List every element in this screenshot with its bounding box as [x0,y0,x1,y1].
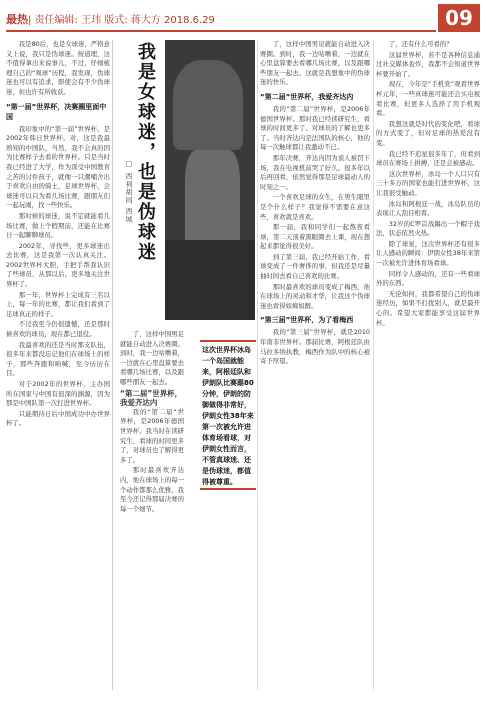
paragraph: 同样令人感动的，还有一些看球外的东西。 [376,269,480,288]
section-heading: “第二届”世界杯，我爱齐达内 [120,388,183,408]
section-heading: “第三届”世界杯，为了看梅西 [260,316,354,325]
paragraph: 那年决赛，齐达内因为顶人被罚下场，我在电视机前哭了好久。很多年以后再回看，依然觉得那是足球最动人的时刻之一。 [260,153,370,191]
paragraph: 这次世界杯，冰岛一个人口只有三十多万的国家也能打进世界杯，这让我很受触动。 [376,169,480,197]
article-column-3 [260,40,370,696]
paragraph: 我印象中的“第一届”世界杯，是2002年韩日世界杯。对，这是我最熟知的中国队，当然，我不会真的因为比赛样子去看的世界杯。只是当时我已经进了大学，作为深受中国教育之苦的讨件孩子，就像一只潮哺舍出于喜欢自由的骑士，足球世界杯，会球迷可以只为看几场比赛，跟朋友们一起玩闹，找一些快乐。 [6,124,110,210]
paragraph: 我已经不追星很多年了，但看到球员在赛场上拼搏，还是会被感动。 [376,149,480,168]
paragraph: 了，这样中国男足就能自动进入决赛圈。到时，我一边咕噜着，一边就在心里盘算要去看哪几场比赛，以及跟哪些朋友一起去。 [120,330,184,386]
paragraph: 那一届，我和同学们一起熬夜看球，第二天顶着黑眼圈去上课，现在想起来都觉得很美好。 [260,223,370,251]
article-title: 我是女球迷，也是伪球迷 [135,42,156,262]
paragraph: 我的“第二届”世界杯，是2006年德国世界杯。那时我已经读研究生，看球的时间更多了，对球员的了解也更多了。当时齐达内是法国队的核心，他的每一次触球都让我激动不已。 [260,104,370,152]
paragraph: 到了第三届，我已经开始工作，看球变成了一件奢侈的事，但我还是尽量抽时间去看自己喜欢的比赛。 [260,252,370,281]
paragraph: 不过我至今仍很遗憾，还是那时候喜欢的球员，现在都已退役。 [6,320,110,339]
article-column-1 [6,40,110,696]
paragraph: 那时最喜欢齐达内，他在球场上的每一个动作都那么优雅，我至今还记得那届决赛的每一个细节。 [120,466,184,513]
section-heading: “第二届”世界杯，我爱齐达内 [260,92,354,101]
masthead [6,11,215,27]
section-label: 最热 [6,13,28,26]
paragraph: 那时候的球迷，说不定就能看几场比赛，做上个假期前，还能在比赛日一起聊聊球员。 [6,211,110,240]
article-column-2 [120,330,184,690]
pull-quote: 这次世界杯冰岛一个岛国就能来，阿根廷队和伊朗队比赛踢80分钟，伊朗的防御做得非常好，伊朗女性38年来第一次被允许进体育场看球，对伊朗女性而言，不管真球迷、还是伪球迷，都值得被尊重。 [200,340,256,490]
article-byline: □ 西祠胡同 西城 [125,160,133,224]
paragraph: 冰岛和阿根廷一战，冰岛队员的表现让人刮目相看。 [376,199,480,218]
paragraph: 2002年，寻找些，更多球迷出去比赛，这是我第一次认真关注。2002世界杯大胆，手把手帮我认识了些球员，从那以后，更多地关注世界杯了。 [6,241,110,289]
header-divider [6,30,436,32]
paragraph: 32岁的C罗首战踢出一个帽子戏法，状态依然火热。 [376,219,480,238]
paragraph: 对于2002年的世界杯，主办国所在国家与中国有很深的渊源，因为那是中国队第一次打进世界杯。 [6,380,110,408]
paragraph: 除了球星，这次世界杯还有很多让人感动的瞬间：伊朗女性38年来第一次被允许进体育场看球。 [376,239,480,268]
paragraph: 了，这样中国男足就能自动进入决赛圈。到时，我一边咕噜着，一边就在心里盘算要去看哪几场比赛，以及跟哪些朋友一起去。这就是我想象中的伪球迷的快乐。 [260,40,370,87]
paragraph: 一个喜欢足球的女生，在男生眼里是个什么样子？我觉得不需要在意这些，喜欢就是喜欢。 [260,193,370,221]
paragraph: 我想这就是时代的变化吧，看球的方式变了，但对足球的热爱没有变。 [376,119,480,147]
paragraph: 我的“第三届”世界杯，就是2010年南非世界杯。那届比赛，阿根廷队由马拉多纳执教，梅西作为队中的核心被寄予厚望。 [260,328,370,366]
article-column-4 [376,40,480,696]
column-divider [257,40,258,690]
column-divider [373,40,374,690]
page-number-badge: 09 [438,4,480,32]
title-block [120,40,162,280]
article-photo [165,40,255,320]
paragraph: 我的“第二届”世界杯，是2006年德国世界杯。我当时在读研究生，看球的时间更多了，对球员也了解得更多了。 [120,407,184,464]
paragraph: 那时最喜欢的球员变成了梅西，他在球场上的灵动和才华，让我这个伪球迷也看得如痴如醉。 [260,282,370,310]
paragraph: 无论如何，我都希望自己的伪球迷经历，如果不打扰别人，就是最开心的。希望大家都能享受这届世界杯。 [376,289,480,327]
paragraph: 这届世界杯，若不是各种信息通过社交媒体轰炸，我都不会知道世界杯要开始了。 [376,50,480,78]
header-meta: | 责任编辑: 王玮 版式: 蒋大方 2018.6.29 [28,15,215,26]
paragraph: 我是80后，也是女球迷，严格意义上说，我只是伪球迷。按道理，这不值得拿出来说事儿，不过，仔细梳理自己的“观球”历程，我发现，伪球迷也可以有追求，即使会有不少伪球迷，但也许有所收获。 [6,40,110,96]
section-heading: “第一届”世界杯，决赛圈里面中国 [6,102,107,121]
paragraph: 只能期待日后中国成功中办世界杯了。 [6,409,110,428]
paragraph: 我最喜欢的还是当时那支队伍，很多年来都没忘记他们在球场上的样子，那些奔跑和呐喊，至今历历在目。 [6,340,110,378]
column-divider [112,40,113,690]
paragraph: 那一年，世界杯上完成有三名以上，每一年的比赛，都让我们看到了足球真正的样子。 [6,290,110,318]
paragraph: 了，还有什么可看的？ [388,40,453,48]
paragraph: 现在，今年是“手机党”观看世界杯元年，一些真球迷可能还会买电视看比赛，但更多人选择了用手机观看。 [376,80,480,118]
page-header [0,0,486,34]
